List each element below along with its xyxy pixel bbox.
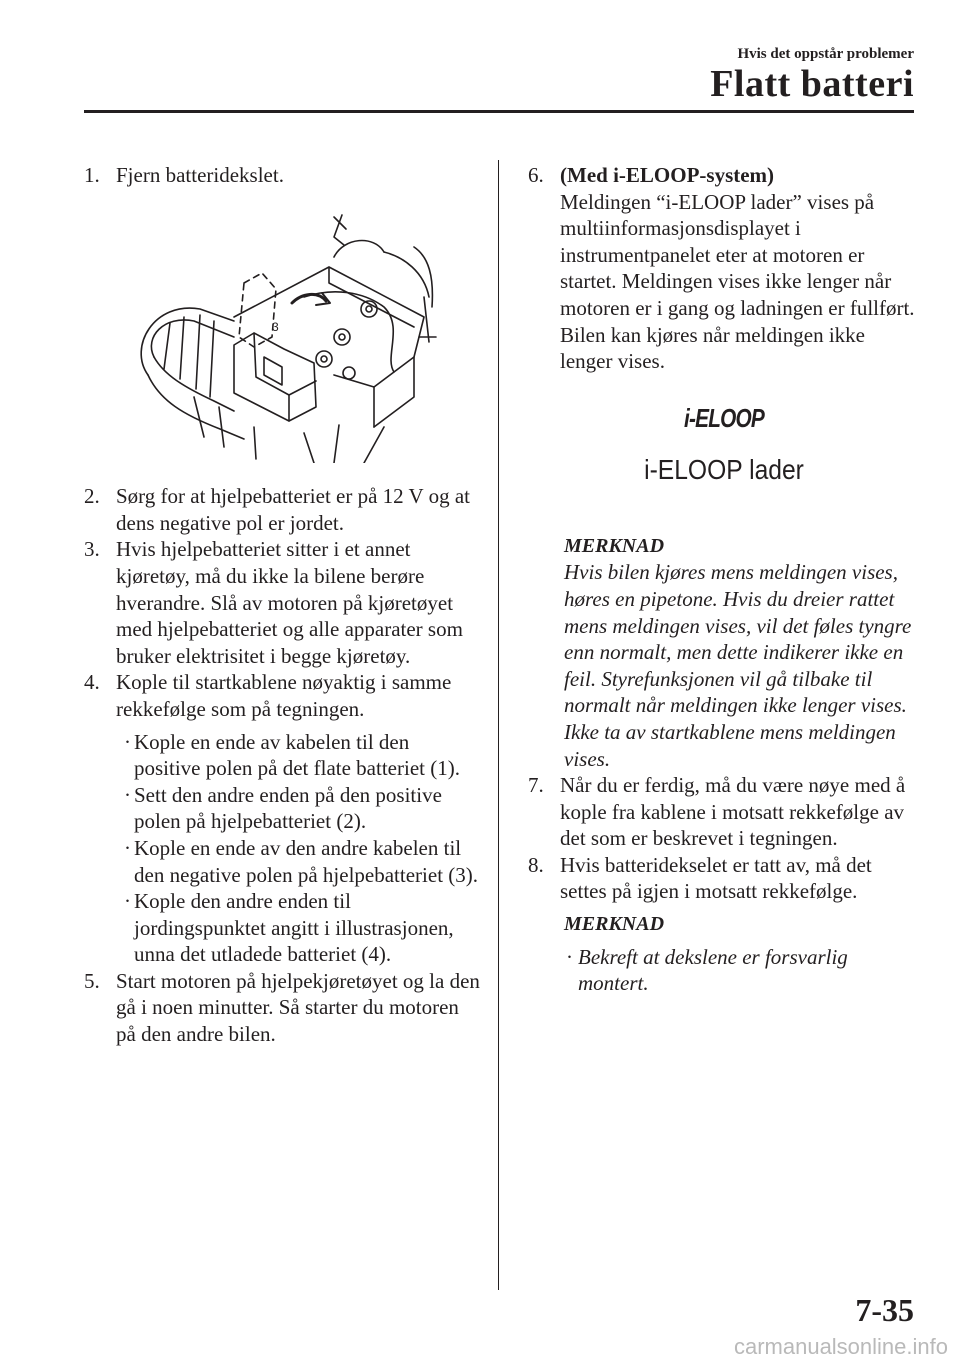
step-3 [84,536,480,669]
step-text: Hvis hjelpebatteriet sitter i et annet kjøretøy, må du ikke la bilene berøre hverandre. Slå av motoren på kjøretøyet med hjelpebatteriet og alle apparater som bruker elektrisitet i begge kjøretøy. [116,537,463,668]
step-1 [84,162,480,189]
page-title: Flatt batteri [710,63,914,105]
step-text: Sørg for at hjelpebatteriet er på 12 V og at dens negative pol er jordet. [116,484,470,535]
step-text: Når du er ferdig, må du være nøye med å kople fra kablene i motsatt rekkefølge av det som er beskrevet i tegningen. [560,773,906,851]
note-heading: MERKNAD [564,534,665,557]
step-8 [528,852,920,905]
step-text: Kople til startkablene nøyaktig i samme rekkefølge som på tegningen. [116,670,452,721]
left-column [84,162,480,1048]
column-divider [498,160,499,1290]
note-heading: MERKNAD [564,913,665,936]
step-number: 5. [84,968,100,993]
bullet-item: · Kople en ende av kabelen til den positive polen på det flate batteriet (1). [124,729,460,781]
figure-label: 3 [272,319,279,334]
step-number: 8. [528,852,544,877]
eloop-logo: i-ELOOP [684,402,764,433]
watermark: carmanualsonline.info [733,1334,948,1359]
bullet-item: · Sett den andre enden på den positive polen på hjelpebatteriet (2). [124,782,442,834]
right-column [528,162,920,997]
bullet-item: · Kople en ende av den andre kabelen til den negative polen på hjelpebatteriet (3). [124,835,479,887]
step-number: 2. [84,484,100,509]
step-2 [84,483,480,536]
step-4 [84,669,480,722]
step-number: 1. [84,163,100,187]
step-number: 7. [528,773,544,798]
step-5 [84,968,480,1048]
eloop-display [528,402,920,505]
step-number: 6. [528,163,544,187]
note-text: Hvis bilen kjøres mens meldingen vises, høres en pipetone. Hvis du dreier rattet mens meldingen vises, vil det føles tyngre enn normalt, men dette indikerer ikke en feil. Styrefunksjonen vil gå tilbake til normalt når meldingen ikke lenger vises. Ikke ta av startkablene mens meldingen vises. [564,560,912,771]
step-text: Meldingen “i-ELOOP lader” vises på multiinformasjonsdisplayet i instrumentpanelet eter at motoren er startet. Meldingen vises ikke lenger når motoren er i gang og ladningen er fullført. Bilen kan kjøres når meldingen ikke lenger vises. [560,189,915,374]
step-text: Start motoren på hjelpekjøretøyet og la den gå i noen minutter. Så starter du motoren på den andre bilen. [116,968,480,1047]
note-bullet: · Bekreft at dekslene er forsvarlig montert. [566,944,848,996]
step-7 [528,772,920,852]
section-subtitle: Hvis det oppstår problemer [737,46,914,62]
step-text: Fjern batteridekslet. [116,163,284,187]
step-title: (Med i-ELOOP-system) [560,163,775,187]
step-number: 3. [84,537,100,562]
eloop-message: i-ELOOP lader [644,454,804,486]
page-number: 7-35 [855,1292,914,1328]
bullet-item: · Kople den andre enden til jordingspunktet angitt i illustrasjonen, unna det utladede batteriet (4). [124,889,454,967]
step-number: 4. [84,670,100,695]
battery-cover-illustration [84,197,480,463]
header-rule [84,110,914,113]
step-6 [528,162,920,375]
step-text: Hvis batteridekselet er tatt av, må det settes på igjen i motsatt rekkefølge. [560,852,872,904]
